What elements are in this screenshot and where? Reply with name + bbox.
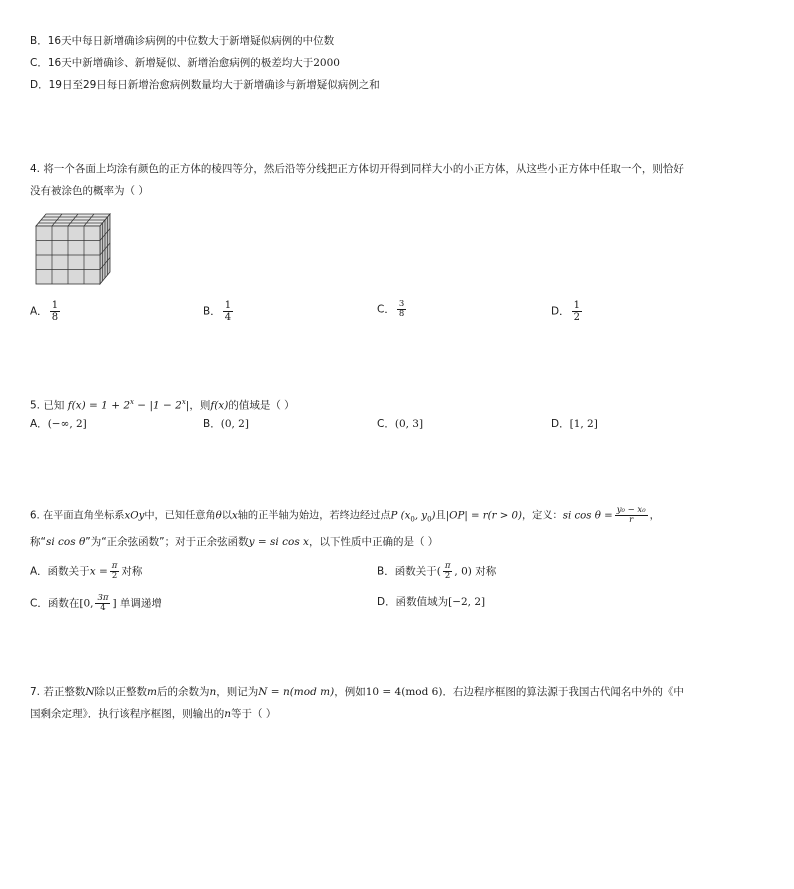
q6-option-d-value: [−2, 2] xyxy=(448,596,486,608)
q4-option-d-denominator: 2 xyxy=(573,312,580,323)
q6-option-b-numerator: π xyxy=(444,561,451,571)
q6-option-a xyxy=(30,562,142,581)
q7-mod-example: 10 = 4(mod 6) xyxy=(365,686,443,698)
q6-definition-denominator: r xyxy=(629,515,634,525)
q6-theta: θ xyxy=(215,510,222,522)
q4-option-c xyxy=(377,300,408,319)
q6-point-end: ) xyxy=(431,510,436,522)
q6-definition-numerator: y₀ − x₀ xyxy=(616,505,646,515)
q5-option-d-value: [1, 2] xyxy=(569,418,598,430)
q6-text-6: ，定义： xyxy=(521,510,563,522)
q6-option-a-numerator: π xyxy=(111,561,118,571)
q4-option-d-label: D． xyxy=(551,305,570,318)
q5-option-c-value: (0, 3] xyxy=(394,418,424,430)
q4-option-c-denominator: 8 xyxy=(398,309,405,319)
q6-y-function: y = si cos x xyxy=(248,536,309,548)
q6-text-8: ”为“正余弦函数”；对于正余弦函数 xyxy=(85,536,249,548)
q6-option-d-text: D．函数值域为 xyxy=(377,596,449,608)
q6-option-a-x: x = xyxy=(89,565,108,578)
cube-figure xyxy=(30,212,114,286)
q6-point-mid: , y xyxy=(414,510,428,522)
q3-option-c xyxy=(30,56,340,70)
q6-stem-line1: 6. 在平面直角坐标系xOy中，已知任意角θ以x轴的正半轴为始边，若终边经过点P ($x_0$, $y_0$)且|OP| = r(r > 0)，定义：si cos θ = $\frac{\text{y₀ − x₀}}{r}$ ， xyxy=(30,505,660,525)
q6-text-2: 中，已知任意角 xyxy=(144,510,216,522)
q6-point-p: P (x xyxy=(390,510,411,522)
q4-stem-line1: 4. 将一个各面上均涂有颜色的正方体的棱四等分，然后沿等分线把正方体切开得到同样大小的小正方体，从这些小正方体中任取一个，则恰好 xyxy=(30,163,684,175)
q5-option-b-value: (0, 2] xyxy=(220,418,249,430)
q6-op: |OP| = r(r > 0) xyxy=(445,510,522,522)
q7-text-3: 后的余数为 xyxy=(157,686,210,698)
q4-option-a-denominator: 8 xyxy=(51,312,59,323)
q7-text-4: ，则记为 xyxy=(216,686,259,698)
q5-option-c-label: C． xyxy=(377,418,395,430)
q4-option-b xyxy=(203,300,235,323)
q7-stem-line2 xyxy=(30,707,276,721)
q4-option-b-numerator: 1 xyxy=(224,300,232,311)
q5-option-c xyxy=(377,417,423,431)
q6-option-c xyxy=(30,594,162,613)
q6-option-b-open: ( xyxy=(436,565,441,578)
q5-option-d xyxy=(551,417,598,431)
q7-text-8: 等于（ ） xyxy=(231,708,277,720)
q7-stem-line1 xyxy=(30,685,684,699)
q3-option-b: B．16天中每日新增确诊病例的中位数大于新增疑似病例的中位数 xyxy=(30,35,335,47)
q7-text-2: 除以正整数 xyxy=(94,686,148,698)
q6-option-b-denominator: 2 xyxy=(444,571,451,581)
q6-option-c-denominator: 4 xyxy=(100,603,106,613)
q5-option-a xyxy=(30,417,87,431)
q7-text-7: 国剩余定理》．执行该程序框图，则输出的 xyxy=(30,708,225,720)
q4-option-c-numerator: 3 xyxy=(398,299,405,309)
q5-stem xyxy=(30,395,295,413)
q7-text-5: ，例如 xyxy=(334,686,366,698)
q7-m: m xyxy=(147,686,158,698)
q5-exponent-1: x xyxy=(130,398,134,406)
q3-option-c-number: 2000 xyxy=(313,57,340,69)
q6-text-3: 以 xyxy=(221,510,232,522)
q3-option-c-text: C．16天中新增确诊、新增疑似、新增治愈病例的极差均大于 xyxy=(30,57,314,69)
q5-prefix: 5. 已知 xyxy=(30,399,65,412)
q6-text-9: ，以下性质中正确的是（ ） xyxy=(308,536,439,548)
q5-option-b xyxy=(203,417,249,431)
q4-option-a-label: A． xyxy=(30,305,48,318)
q6-option-c-close: ] xyxy=(112,597,117,610)
q4-option-a-numerator: 1 xyxy=(51,300,59,311)
q6-option-b xyxy=(377,562,496,581)
q5-option-b-label: B． xyxy=(203,418,221,430)
q5-option-a-value: (−∞, 2] xyxy=(47,418,87,430)
q6-text-4: 轴的正半轴为始边，若终边经过点 xyxy=(237,510,391,522)
q6-definition-fraction xyxy=(615,506,648,525)
q7-mod-expression: N = n(mod m) xyxy=(258,686,335,698)
q6-option-b-close: , 0) xyxy=(454,565,472,578)
q7-text-1: 7. 若正整数 xyxy=(30,686,86,698)
q6-option-b-fraction xyxy=(443,562,453,581)
q6-option-c-open: [0, xyxy=(79,597,94,610)
q6-definition: si cos θ = xyxy=(562,510,613,522)
q5-exponent-2: x xyxy=(181,398,186,406)
q6-option-a-denominator: 2 xyxy=(111,571,118,581)
q7-n-upper: N xyxy=(85,686,95,698)
q4-option-b-label: B． xyxy=(203,305,221,318)
q6-option-a-text: A．函数关于 xyxy=(30,565,90,578)
q5-function-ref: f(x) xyxy=(210,399,229,412)
q4-option-c-label: C． xyxy=(377,303,395,316)
q6-option-c-fraction xyxy=(95,594,110,613)
q4-stem-line2: 没有被涂色的概率为（ ） xyxy=(30,185,149,197)
q6-sicos: si cos θ xyxy=(45,536,86,548)
q5-option-d-label: D． xyxy=(551,418,570,430)
q5-function-tail: − |1 − 2 xyxy=(133,399,182,412)
q3-option-d: D．19日至29日每日新增治愈病例数量均大于新增确诊与新增疑似病例之和 xyxy=(30,79,380,91)
q6-xoy: xOy xyxy=(124,510,145,522)
q5-function-end: | xyxy=(185,399,190,412)
q6-option-c-tail: 单调递增 xyxy=(119,597,162,610)
q5-suffix: 的值域是（ ） xyxy=(228,399,295,412)
q6-stem-line2 xyxy=(30,535,438,549)
q6-comma: ， xyxy=(649,510,660,522)
q6-option-d xyxy=(377,595,485,609)
q7-text-6: ．右边程序框图的算法源于我国古代闻名中外的《中 xyxy=(442,686,684,698)
q6-x: x xyxy=(231,510,238,522)
q6-option-b-tail: 对称 xyxy=(475,565,497,578)
q6-text-1: 6. 在平面直角坐标系 xyxy=(30,510,125,522)
q4-option-a xyxy=(30,300,62,323)
q6-option-b-text: B．函数关于 xyxy=(377,565,437,578)
q6-option-c-text: C．函数在 xyxy=(30,597,80,610)
q5-middle: ，则 xyxy=(189,399,211,412)
q6-option-a-tail: 对称 xyxy=(121,565,143,578)
q6-option-c-numerator: 3π xyxy=(97,593,109,603)
q4-option-d xyxy=(551,300,584,323)
q6-text-7: 称“ xyxy=(30,536,46,548)
q4-option-d-numerator: 1 xyxy=(573,300,580,311)
q5-function-expression: f(x) = 1 + 2 xyxy=(67,399,131,412)
q6-text-5: 且 xyxy=(435,510,446,522)
q5-option-a-label: A． xyxy=(30,418,48,430)
q6-option-a-fraction xyxy=(110,562,120,581)
q7-n: n xyxy=(209,686,217,698)
q7-output-n: n xyxy=(224,708,232,720)
q4-option-b-denominator: 4 xyxy=(224,312,232,323)
